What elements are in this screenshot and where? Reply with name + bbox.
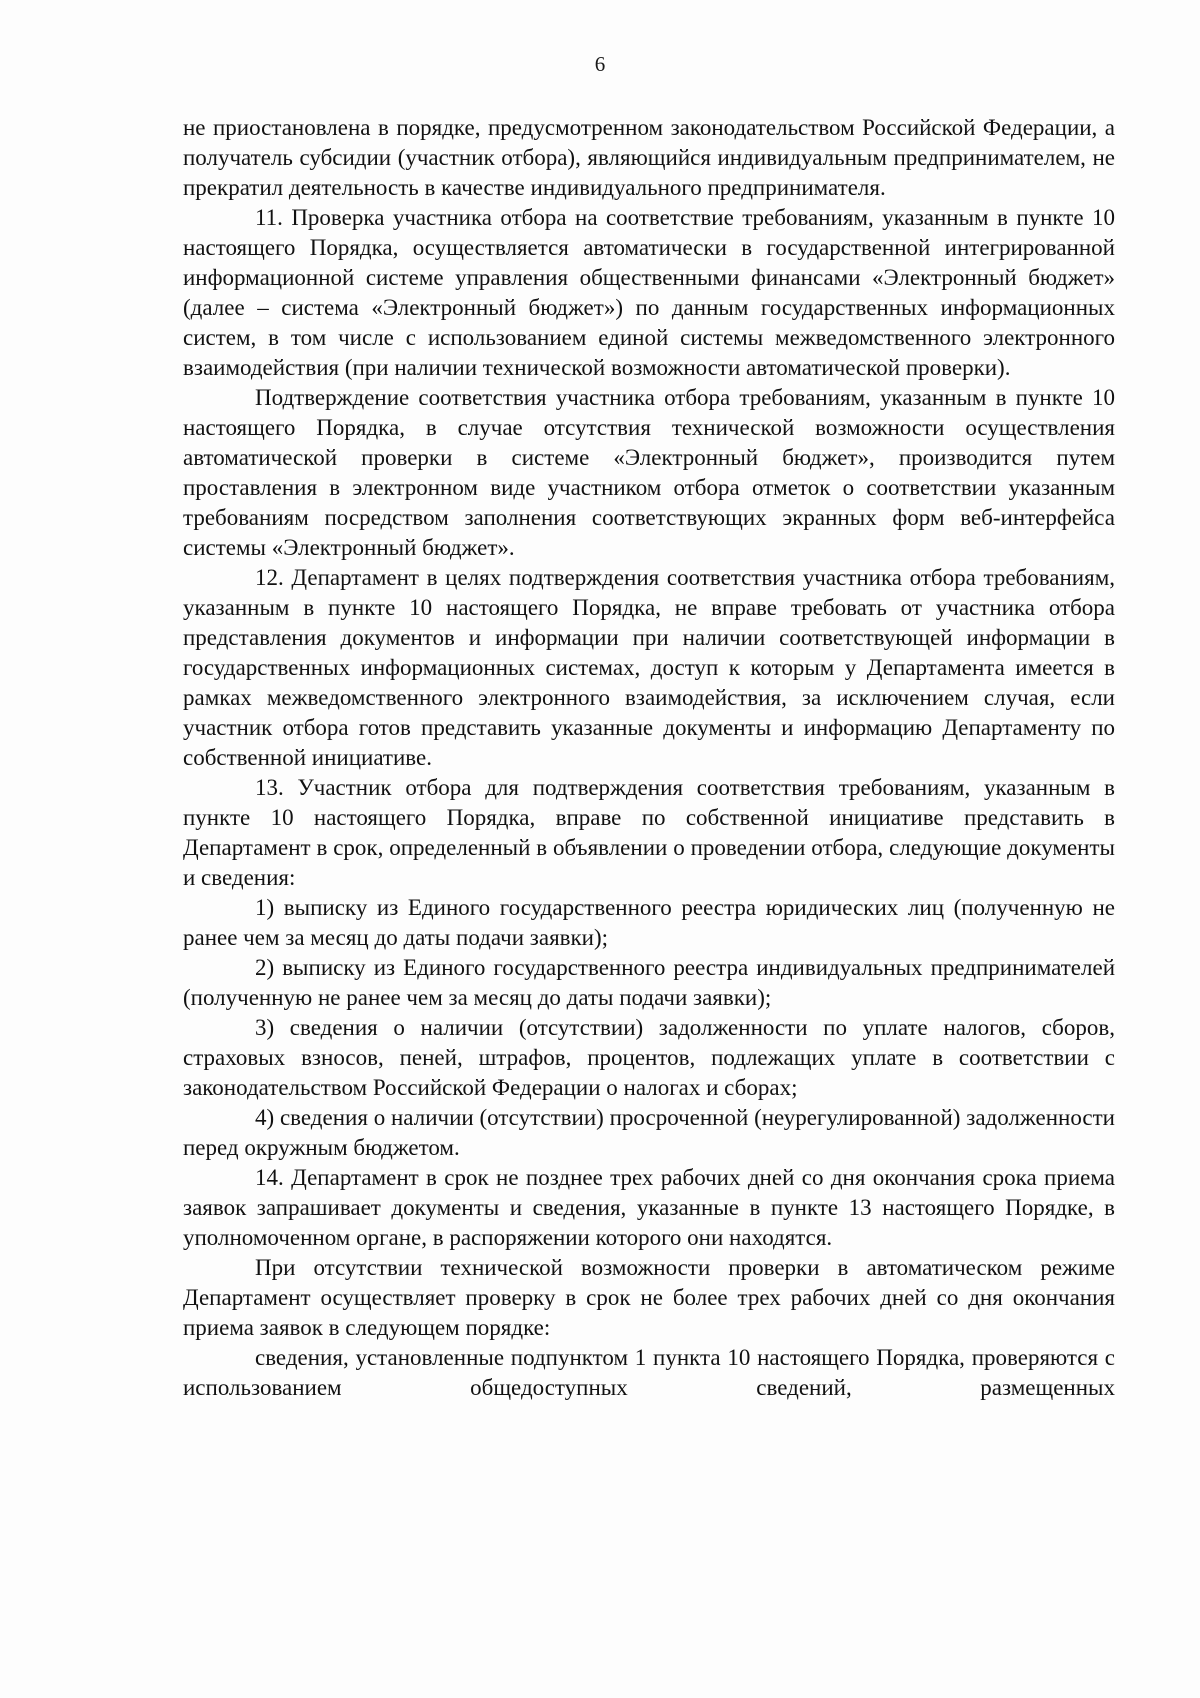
paragraph: сведения, установленные подпунктом 1 пункта 10 настоящего Порядка, проверяются с использованием общедоступных сведений, размещенных: [183, 1345, 1115, 1400]
paragraph: не приостановлена в порядке, предусмотренном законодательством Российской Федерации, а получатель субсидии (участник отбора), являющийся индивидуальным предпринимателем, не прекратил деятельность в качестве индивидуального предпринимателя.: [183, 115, 1115, 200]
list-item: 4) сведения о наличии (отсутствии) просроченной (неурегулированной) задолженности перед окружным бюджетом.: [183, 1105, 1115, 1160]
document-body: [183, 113, 1115, 1403]
paragraph: 11. Проверка участника отбора на соответствие требованиям, указанным в пункте 10 настоящего Порядка, осуществляется автоматически в государственной интегрированной информационной системе управления общественными финансами «Электронный бюджет» (далее – система «Электронный бюджет») по данным государственных информационных систем, в том числе с использованием единой системы межведомственного электронного взаимодействия (при наличии технической возможности автоматической проверки).: [183, 205, 1115, 380]
paragraph: При отсутствии технической возможности проверки в автоматическом режиме Департамент осуществляет проверку в срок не более трех рабочих дней со дня окончания приема заявок в следующем порядке:: [183, 1255, 1115, 1340]
paragraph: 14. Департамент в срок не позднее трех рабочих дней со дня окончания срока приема заявок запрашивает документы и сведения, указанные в пункте 13 настоящего Порядке, в уполномоченном органе, в распоряжении которого они находятся.: [183, 1165, 1115, 1250]
paragraph: Подтверждение соответствия участника отбора требованиям, указанным в пункте 10 настоящего Порядка, в случае отсутствия технической возможности осуществления автоматической проверки в системе «Электронный бюджет», производится путем проставления в электронном виде участником отбора отметок о соответствии указанным требованиям посредством заполнения соответствующих экранных форм веб-интерфейса системы «Электронный бюджет».: [183, 385, 1115, 560]
list-item: 2) выписку из Единого государственного реестра индивидуальных предпринимателей (полученную не ранее чем за месяц до даты подачи заявки);: [183, 955, 1115, 1010]
paragraph: 13. Участник отбора для подтверждения соответствия требованиям, указанным в пункте 10 настоящего Порядка, вправе по собственной инициативе представить в Департамент в срок, определенный в объявлении о проведении отбора, следующие документы и сведения:: [183, 775, 1115, 890]
list-item: 3) сведения о наличии (отсутствии) задолженности по уплате налогов, сборов, страховых взносов, пеней, штрафов, процентов, подлежащих уплате в соответствии с законодательством Российской Федерации о налогах и сборах;: [183, 1015, 1115, 1100]
paragraph: 12. Департамент в целях подтверждения соответствия участника отбора требованиям, указанным в пункте 10 настоящего Порядка, не вправе требовать от участника отбора представления документов и информации при наличии соответствующей информации в государственных информационных системах, доступ к которым у Департамента имеется в рамках межведомственного электронного взаимодействия, за исключением случая, если участник отбора готов представить указанные документы и информацию Департаменту по собственной инициативе.: [183, 565, 1115, 770]
page-number: 6: [594, 52, 606, 76]
list-item: 1) выписку из Единого государственного реестра юридических лиц (полученную не ранее чем за месяц до даты подачи заявки);: [183, 895, 1115, 950]
